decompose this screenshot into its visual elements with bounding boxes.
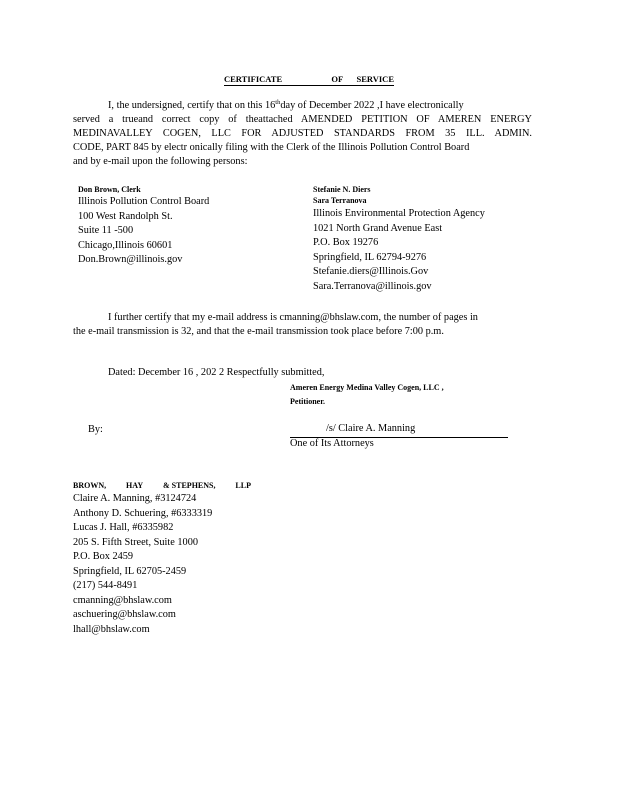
- firm-address-block: [73, 492, 212, 637]
- further-line-1: I further certify that my e-mail address is cmanning@bhslaw.com, the number of pages in: [108, 312, 478, 323]
- recipient-right-line: Illinois Environmental Protection Agency: [313, 208, 485, 219]
- title-word-certificate: CERTIFICATE: [224, 74, 283, 84]
- recipient-right-name-1: Stefanie N. Diers: [313, 185, 371, 194]
- recipient-right-line: Springfield, IL 62794-9276: [313, 251, 427, 263]
- recipient-right-email: Stefanie.diers@Illinois.Gov: [313, 266, 429, 277]
- recipient-right-line: 1021 North Grand Avenue East: [313, 222, 443, 234]
- firm-name: [73, 480, 251, 491]
- recipient-left-line: Suite 11 -500: [78, 225, 134, 236]
- recipient-left-line: Chicago,Illinois 60601: [78, 239, 173, 251]
- firm-line: Anthony D. Schuering, #6333319: [73, 507, 213, 519]
- recipient-right-name-2: Sara Terranova: [313, 196, 367, 205]
- further-line-2: the e-mail transmission is 32, and that the e-mail transmission took place before 7:00 p.m.: [73, 326, 444, 337]
- by-label: By:: [88, 424, 103, 435]
- recipient-left-line: Illinois Pollution Control Board: [78, 196, 210, 207]
- party-line-1: Ameren Energy Medina Valley Cogen, LLC ,: [290, 383, 444, 392]
- firm-line: Springfield, IL 62705-2459: [73, 565, 187, 577]
- recipient-left-line: 100 West Randolph St.: [78, 210, 173, 222]
- firm-line: Claire A. Manning, #3124724: [73, 493, 197, 504]
- recipient-left-block: [78, 184, 209, 268]
- intro-line-1: I, the undersigned, certify that on this 16thday of December 2022 ,I have electronically: [108, 99, 464, 111]
- intro-line-5: and by e-mail upon the following persons:: [73, 156, 248, 167]
- recipient-right-email: Sara.Terranova@illinois.gov: [313, 280, 432, 292]
- recipient-left-name: Don Brown, Clerk: [78, 185, 141, 194]
- firm-line: 205 S. Fifth Street, Suite 1000: [73, 536, 198, 548]
- dated-line: Dated: December 16 , 202 2 Respectfully submitted,: [108, 367, 325, 378]
- intro-line-3: MEDINAVALLEY COGEN, LLC FOR ADJUSTED STANDARDS FROM 35 ILL. ADMIN.: [73, 128, 532, 139]
- signature-line: /s/ Claire A. Manning: [290, 422, 508, 438]
- recipient-right-line: P.O. Box 19276: [313, 237, 379, 248]
- firm-name-part: BROWN,: [73, 481, 107, 490]
- firm-email: lhall@bhslaw.com: [73, 623, 150, 635]
- firm-line: P.O. Box 2459: [73, 551, 134, 562]
- certificate-title: [224, 74, 394, 86]
- signature-role: One of Its Attorneys: [290, 438, 374, 449]
- firm-line: Lucas J. Hall, #6335982: [73, 522, 174, 533]
- intro-line-2: served a trueand correct copy of theattached AMENDED PETITION OF AMEREN ENERGY: [73, 114, 532, 125]
- recipient-left-email: Don.Brown@illinois.gov: [78, 254, 183, 265]
- recipient-right-block: [313, 184, 485, 294]
- firm-name-part: & STEPHENS,: [163, 481, 216, 490]
- intro-line-4: CODE, PART 845 by electr onically filing with the Clerk of the Illinois Pollution Control Board: [73, 142, 470, 153]
- firm-name-part: HAY: [126, 481, 144, 490]
- title-word-service: SERVICE: [356, 74, 394, 84]
- firm-name-part: LLP: [235, 481, 251, 490]
- title-word-of: OF: [331, 74, 344, 84]
- firm-email: aschuering@bhslaw.com: [73, 609, 176, 620]
- firm-email: cmanning@bhslaw.com: [73, 594, 172, 606]
- party-line-2: Petitioner.: [290, 397, 326, 406]
- firm-line: (217) 544-8491: [73, 580, 138, 591]
